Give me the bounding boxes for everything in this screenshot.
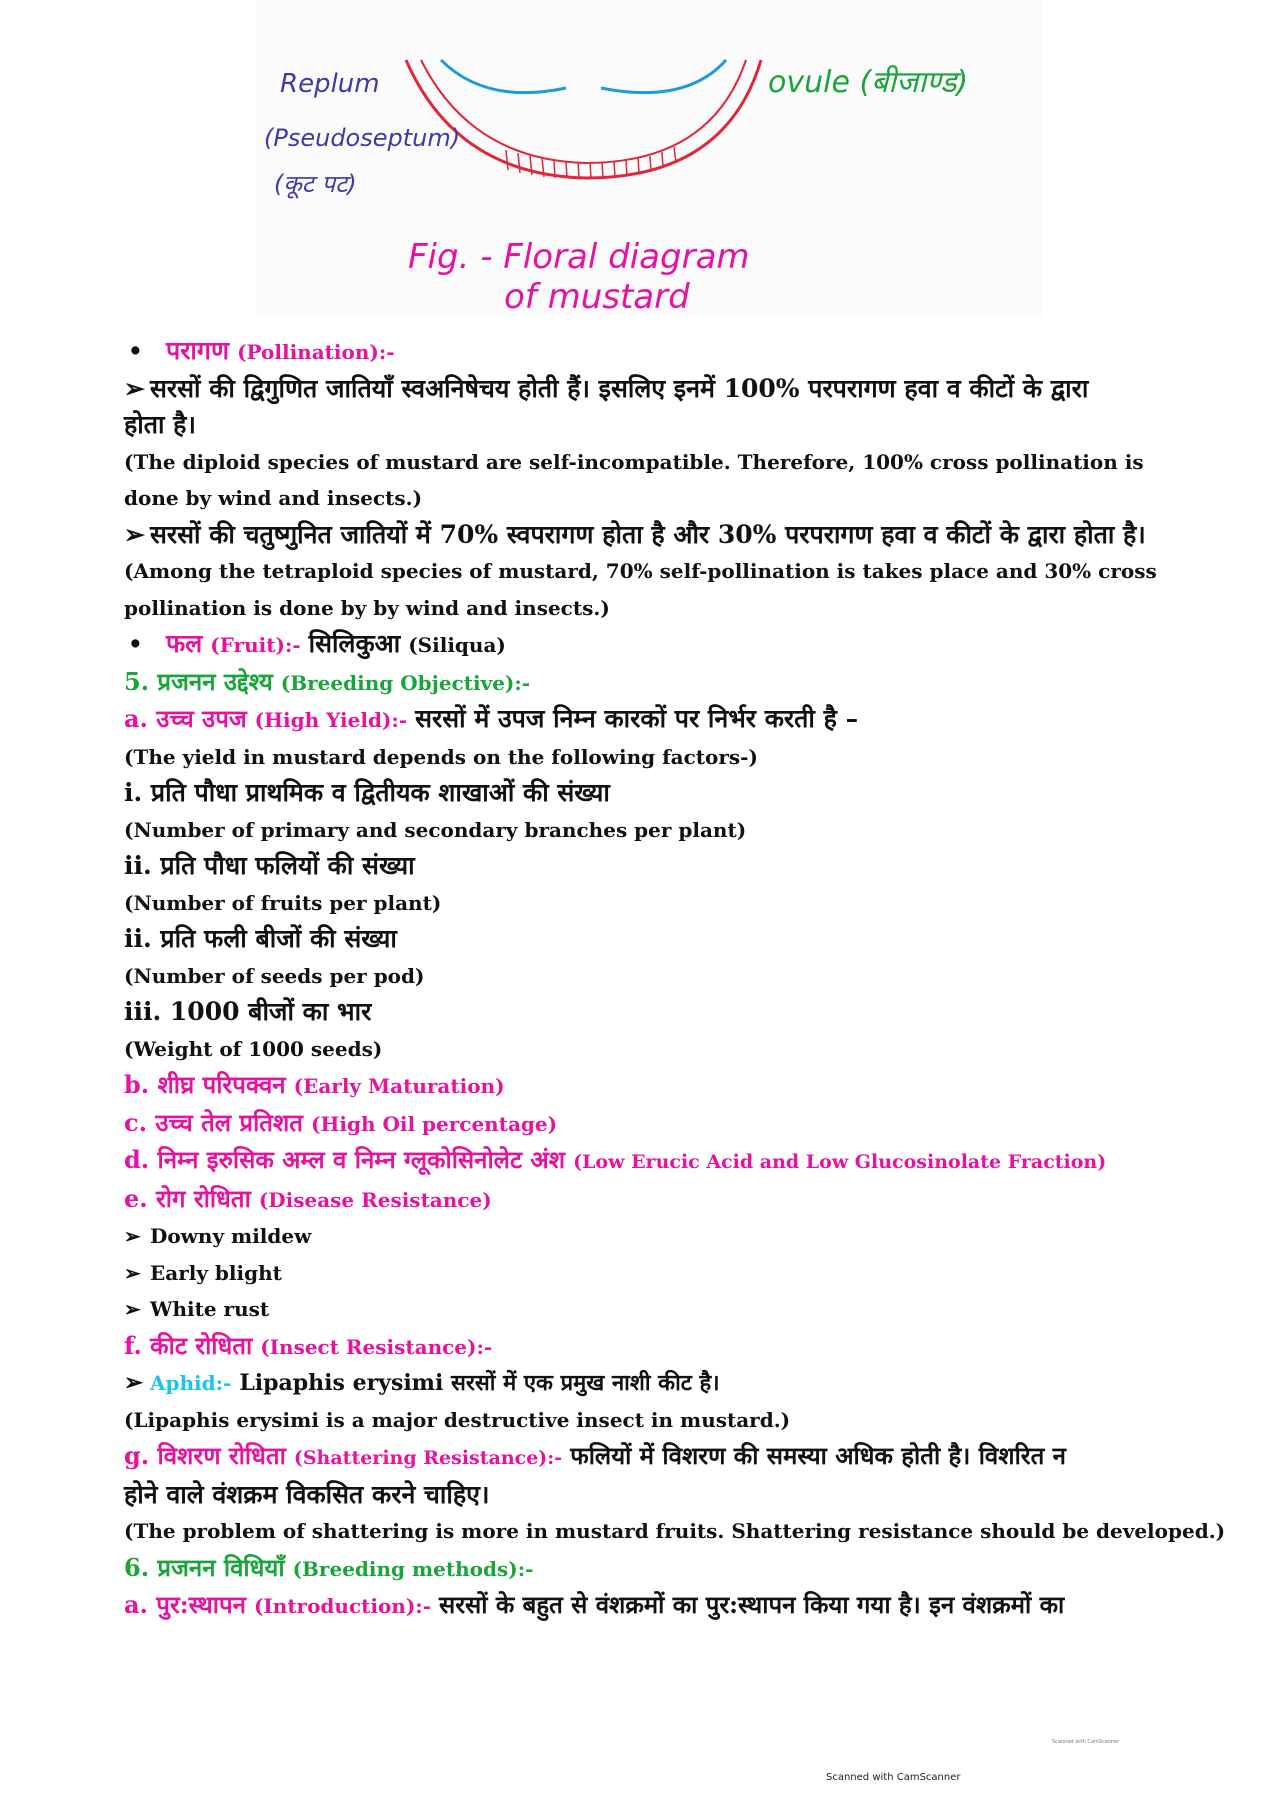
disease-item: ➢ Downy mildew [124, 1218, 1184, 1255]
pollination-diploid-hindi-cont: होता है। [124, 410, 196, 439]
pollination-tetraploid-english: (Among the tetraploid species of mustard, 70% self-pollination is takes place and 30% cross pollination is done by by wind and insects.) [124, 559, 1157, 620]
factor-1-hindi: i. प्रति पौधा प्राथमिक व द्वितीयक शाखाओं की संख्या [124, 778, 610, 807]
figure-caption-line1: Fig. - Floral diagram [408, 237, 750, 277]
factor-2-hindi: ii. प्रति पौधा फलियों की संख्या [124, 851, 415, 880]
arrow-bullet-icon: ➢ [124, 1297, 141, 1321]
arrow-bullet-icon: ➢ [124, 1260, 141, 1285]
arrow-bullet-icon: ➢ [124, 1224, 141, 1248]
bullet: • [128, 338, 143, 365]
pollination-diploid-hindi: ➢ सरसों की द्विगुणित जातियाँ स्वअनिषेचय होती हैं। इसलिए इनमें 100% परपरागण हवा व कीटों के द्वारा [124, 371, 1184, 408]
factor-4-english: (Weight of 1000 seeds) [124, 1036, 383, 1061]
pollination-heading: • परागण (Pollination):- [124, 333, 1184, 371]
disease-item: ➢ White rust [124, 1291, 1184, 1328]
label-replum: Replum [280, 69, 380, 99]
arrow-bullet-icon: ➢ [124, 373, 145, 403]
aphid-english: (Lipaphis erysimi is a major destructive insect in mustard.) [124, 1407, 791, 1432]
label-ovule: ovule (बीजाण्ड) [768, 65, 969, 100]
figure-caption-line2: of mustard [504, 277, 690, 317]
breeding-methods-heading: 6. प्रजनन विधियाँ (Breeding methods):- [124, 1552, 534, 1582]
objective-insect-resistance: f. कीट रोधिता (Insect Resistance):- [124, 1330, 493, 1360]
arrow-bullet-icon: ➢ [124, 519, 145, 549]
factor-2-english: (Number of fruits per plant) [124, 890, 442, 915]
scanner-watermark: Scanned with CamScanner [826, 1772, 961, 1783]
floral-diagram-figure [256, 0, 1042, 318]
objective-high-yield: a. उच्च उपज (High Yield):- सरसों में उपज निम्न कारकों पर निर्भर करती है – [124, 704, 859, 733]
objective-low-erucic: d. निम्न इरुसिक अम्ल व निम्न ग्लूकोसिनोलेट अंश (Low Erucic Acid and Low Glucosinolate Fraction) [124, 1145, 1107, 1174]
objective-shattering-resistance: g. विशरण रोधिता (Shattering Resistance):- फलियों में विशरण की समस्या अधिक होती है। विशरित न [124, 1441, 1066, 1470]
breeding-objective-heading: 5. प्रजनन उद्देश्य (Breeding Objective):- [124, 666, 531, 696]
pollination-tetraploid-hindi: ➢ सरसों की चतुष्गुनित जातियों में 70% स्वपरागण होता है और 30% परपरागण हवा व कीटों के द्वारा होता है। [124, 517, 1184, 554]
factor-3-hindi: ii. प्रति फली बीजों की संख्या [124, 924, 397, 953]
objective-high-oil: c. उच्च तेल प्रतिशत (High Oil percentage) [124, 1107, 558, 1137]
bullet: • [128, 631, 143, 658]
pollination-diploid-english: (The diploid species of mustard are self-incompatible. Therefore, 100% cross pollination is done by wind and insects.) [124, 449, 1144, 510]
label-pseudoseptum: (Pseudoseptum) [264, 124, 461, 152]
factor-3-english: (Number of seeds per pod) [124, 963, 425, 988]
objective-disease-resistance: e. रोग रोधिता (Disease Resistance) [124, 1183, 492, 1213]
shattering-hindi-cont: होने वाले वंशक्रम विकसित करने चाहिए। [124, 1479, 490, 1509]
factor-1-english: (Number of primary and secondary branches per plant) [124, 817, 747, 842]
method-introduction: a. पुर:स्थापन (Introduction):- सरसों के बहुत से वंशक्रमों का पुर:स्थापन किया गया है। इन वंशक्रमों का [124, 1590, 1065, 1619]
disease-item: ➢ Early blight [124, 1255, 1184, 1292]
floral-diagram-drawing [256, 0, 1042, 318]
high-yield-english: (The yield in mustard depends on the following factors-) [124, 744, 758, 769]
label-pseudoseptum-hindi: (कूट पट) [274, 170, 357, 198]
shattering-english: (The problem of shattering is more in mustard fruits. Shattering resistance should be developed.) [124, 1519, 1226, 1543]
document-body [124, 333, 1226, 1625]
factor-4-hindi: iii. 1000 बीजों का भार [124, 997, 372, 1026]
scanner-watermark-small: Scanned with CamScanner [1052, 1739, 1120, 1745]
arrow-bullet-icon: ➢ [124, 1369, 144, 1396]
fruit-heading: • फल (Fruit):- सिलिकुआ (Siliqua) [124, 626, 1184, 664]
objective-early-maturation: b. शीघ्र परिपक्वन (Early Maturation) [124, 1070, 505, 1099]
aphid-line: ➢ Aphid:- Lipaphis erysimi सरसों में एक प्रमुख नाशी कीट है। [124, 1365, 1184, 1402]
